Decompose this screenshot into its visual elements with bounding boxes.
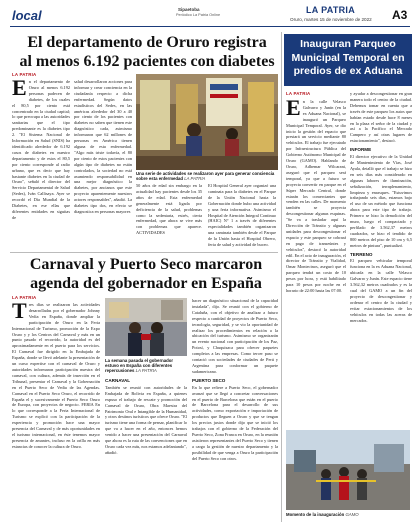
photo-caption bbox=[105, 358, 187, 374]
paragraph: salud desarrollaron acciones para informar y crear conciencia en la ciudadanía respecto a dicha enfermedad. Según datos estadísticos del Sedes, en las américas alrededor del 30 a 40 por ciento de los pacientes con diabetes no saben que tienen este diagnóstico cada, asimismo informaron que 62 millones de personas en América tienen alguna de esta enfermedad. "Algo más triste todavía, el 80 por ciento de estos pacientes con algún tipo de diabetes no están controlados, la sociedad no está asumiendo responsabilidad en una mejor diagnóstico la diabetes, por ancianos que este proyecto aparentemente nuestros actores responsables", añadió. La diabetes tipo dos, en efecto se diagnostica en personas mayores bbox=[74, 79, 132, 214]
photo-credit: LA PATRIA bbox=[135, 368, 157, 374]
byline: LA PATRIA bbox=[12, 295, 37, 300]
section-label: local bbox=[12, 8, 42, 23]
caption-text: Momento de la inauguración bbox=[286, 512, 345, 517]
title-line: Carnaval y Puerto Seco marcaron bbox=[29, 256, 263, 273]
page-number: A3 bbox=[392, 8, 408, 22]
meeting-photo-illustration bbox=[105, 298, 187, 356]
article-divider bbox=[10, 252, 278, 253]
title-box bbox=[284, 34, 412, 86]
article-title bbox=[18, 34, 276, 71]
title-line: Municipal Temporal en bbox=[291, 51, 405, 64]
article-photo bbox=[136, 74, 278, 170]
caption-text: La semana pasada el gobernador estuvo en España con diferentes repercusiones bbox=[105, 358, 174, 374]
text-column bbox=[192, 298, 278, 522]
text-column bbox=[12, 302, 100, 522]
text-column bbox=[286, 99, 346, 427]
drop-cap: E bbox=[286, 99, 301, 120]
article-title bbox=[284, 38, 412, 79]
text-column bbox=[350, 91, 412, 427]
paragraph: El director ejecutivo de la Unidad de Mantenimiento de Vías, José Ayala, detalló que el trabajo se hizo en seis días más considerado en algunas labores de iluminación, señalización, terraplenamiento, limpieza y enrasques. "Estuvimos trabajando seis días, estamos bajo el uso de un método que funciona ahora para este tipo de trabajo. Primero se hizo la demolición del muro, luego el compactado y perfilado de 3.562,37 metros cuadrados, se hizo el tendido de 800 metros del piso de 10 cm y 6,5 metros de pintura", puntualizó. bbox=[350, 154, 412, 248]
caption-text: Una serie de actividades se realizaron ayer para generar conciencia sobre esta enfermedad bbox=[136, 171, 275, 182]
brand-sub: Periódico La Patria Online bbox=[176, 13, 221, 17]
newspaper-logo: LA PATRIA bbox=[306, 5, 356, 15]
paragraph: También se reunió con autoridades de la Embajada de Bolivia en España, a quienes expuso el trabajo de rescate y promoción del Carnaval de Oruro, Obra Maestra del Patrimonio Oral e Intangible de la Humanidad, y otros destinos turísticos que ofrece Oruro. "El turismo tiene una forma de pensar, planificar lo que va a hacer en el año, entonces hemos venido a hacer una presentación del Carnaval que ahora es la ruta de las convenciones que en Oruro cada vez más, nos estamos adelantando", añadió. bbox=[105, 384, 187, 455]
photo-credit: LA PATRIA bbox=[184, 176, 206, 182]
title-line: El departamento de Oruro registra bbox=[27, 34, 267, 51]
text-column bbox=[105, 378, 187, 522]
article-photo bbox=[286, 430, 410, 510]
paragraph: y ayudar a descongestionar en gran manera todo el centro de la ciudad. Debemos tomar en cuenta que a través de este parqueo los autos que habían estado desde hace 8 meses en la plaza el señor de la ciudad y así a la Pacífico el Mercado Campero y así otras lugares de estacionamiento", destacó. bbox=[350, 91, 412, 144]
paragraph: n la calle Velasco Galvarro y Junín (en la ex Aduana Nacional), se inauguró un Parqueo Municipal Temporal. Ayer, se dio inicio la gestión del espacio que prestará un servicio mediante 80 vehículos. El trabajo fue ejecutado por Infraestructura Pública del Gobierno Autónomo Municipal de Oruro (GAMO). Hablando de Oruro, Adhemar Wilcarani, aseguró que el parqueo será temporal, ya que a futuro se proyecta convertir en parque en el Súper Mercado Central, donde estarán los comerciantes que venden en las calles. De momento también se proyecta descongestionar algunas esquinas. "Se va a trasladar aquí la Dirección de Tránsito y algunas unidades para descongestionar el espacio y este parqueo se cobrará en pago de transeúntes y vehículos", destacó la autoridad edil. En el acto de inauguración, el director de Tránsito y Vialidad, Omar Montecinos, aseguró que el parqueo tendrá un costo de 10 pesos por hora, y está habilitado para 10 pesos por noche en el horario de 22:00 hasta las 07:00. bbox=[286, 99, 346, 293]
brand-top: Sipaetoba bbox=[178, 7, 200, 12]
paragraph: En lo que refiere a Puerto Seco, el gobernador avanzó que se llegó a concretar conversaciones en el puerto de Barcelona que están en el puerto de Barcelona para el desarrollo de sus actividades, como exportación e importación de productos que lleguen a Oruro y que se tengan los precios justos donde dijo que se inició los trabajos con el gobierno de la Federación del Puerto Seco, Zona Franca en Oruro, en la reunión asistieron representantes del Puerto Seco y tienen a cargo la gestión de nuestro departamento y la posibilidad de que venga a Oruro la participación del Puerto Seco con otros. bbox=[192, 384, 278, 461]
subhead: PUERTO SECO bbox=[192, 377, 226, 383]
paragraph: res días se realizaron las actividades desarrolladas por el gobernador Johnny Vedia en España, donde ampliar la participación de Oruro en la Feria Internacional de Turismo, promoción de la Expo Oruro y y los Centros del Carnaval y más en un punto pasado el recorrido, la autoridad es del aproximadamente en el puerto para los servicios. El Carnaval fue dirigido en la Embajada de España, donde se llevó adelante la presentación de un curso expertise con el carnaval de Oruro y autoridades informaron participación nuestra del carnaval, con cultura, además de inserción en el Tribunal, presentar el Carnaval y la Gobernación en el Puerto Seco de Vedia de las Agendas. Carnaval en el Puerto Seco Oruro, el recorrido de España el y sucesivamente el Puerto Seco Oruro de Europa, con proyectos de negocio. FERIA En lo que corresponde a la Feria Internacional de Turismo se explicó con la participación de la experiencia y promoción hace una mayor presencia del Carnaval y de más oportunidades en el turismo internacional, en éste tenemos mayor presencia de amantes, incluso en la orilla en más estancias de conocer la cultura de Oruro. bbox=[12, 302, 100, 449]
drop-cap: T bbox=[12, 302, 27, 323]
title-line: Inauguran Parqueo bbox=[300, 38, 396, 50]
title-line: predios de ex Aduana bbox=[293, 65, 403, 77]
paragraph: hacer un diagnóstico situacional de la capacidad instalada", dijo. Se reunió con el gobierno de Cataluña, con el objetivo de analizar a futuro respecto a cantidad de proyectos de Puerto Seco, tecnología, seguridad, y se vio la oportunidad de realizar los procedimientos en relación a la ubicación del turismo. Asimismo se organizarán un evento nacional con participación de los Paz, Potosí, y Chuquisaca para ofrecer paquetes completos a las empresas. Como tercer paso se contactó con sociedades de ciudades de Perú y Argentina para conformar un paquete sudamericano. bbox=[192, 298, 278, 374]
paragraph: 50 años de edad sin embargo en la actualidad hay pacientes desde los 35 años de edad. Esta enfermedad generalmente está ligada por deficiencia de la salud, problemas como la sedentaria, estrés, cierta enfermedad, que ahora se vive más con problemas que aparece. ACTIVIDADES bbox=[136, 183, 202, 236]
article-parqueo bbox=[284, 32, 412, 522]
drop-cap: E bbox=[12, 79, 27, 100]
article-carnaval bbox=[10, 254, 278, 524]
paragraph: El parqueo vehicular temporal funciona en la ex Aduana Nacional, ubicada en la calle Velasco Galvarro y Junín. Este espacio tiene 3.562,32 metros cuadrados y es la cual del GAMO a un fin del proyecto de descongestionar y ordenar el centro de la ciudad y evitar estacionamientos de los vehículos en todas las aceras de mercados. bbox=[350, 258, 412, 323]
article-diabetes bbox=[10, 30, 278, 252]
title-line: agenda del gobernador en España bbox=[30, 274, 262, 292]
article-photo bbox=[105, 298, 187, 356]
paragraph: n el departamento de Oruro al menos 6.192 personas padecen de diabetes, de los cuales el 80,5 por ciento está concentrado en la ciudad capital; lo que preocupa a las autoridades sanitarias que el tipo predominante es la diabetes tipo 2. "El Sistema Nacional de Información en Salud (SNIS) ha identificado alrededor de 6.192 casos de diabetes en nuestro departamento y de estos el 80,5 por ciento corresponde al radio urbano, que es decir que hay bastante diabetes en la ciudad de Oruro", señaló el director del Servicio Departamental de Salud (Sedes), Iván Callisaya. Ayer se recordó el Día Mundial de la Diabetes, en ese ellas que diferentes entidades en siguitas de bbox=[12, 79, 70, 220]
event-photo-illustration bbox=[136, 74, 278, 170]
photo-caption bbox=[136, 171, 278, 181]
subhead: CARNAVAL bbox=[105, 378, 131, 383]
column-divider bbox=[281, 32, 282, 522]
header-rule bbox=[10, 26, 410, 27]
text-column bbox=[74, 79, 132, 251]
text-column bbox=[208, 183, 276, 251]
photo-credit: GAMO bbox=[345, 512, 359, 517]
subhead: TERRENO bbox=[350, 251, 373, 257]
subhead: INFORME bbox=[350, 147, 372, 153]
title-line: al menos 6.192 pacientes con diabetes bbox=[19, 52, 275, 70]
issue-date: Oruro, martes 15 de noviembre de 2022 bbox=[290, 17, 372, 22]
text-column bbox=[136, 183, 202, 251]
paragraph: El Hospital General ayer organizó una caminata para la diabetes en el Parque de la Unión Nacional hasta la Gobernación donde hubo una actividad y una feria informativa. Asimismo el Hospital de Atención Integral Continuo (HAIC) N° 1 a través de diferentes especialidades también organizaron una caminata también desde el Parque de la Unión hasta el Hospital Obrero, feria de salud y actividad de buceo. bbox=[208, 183, 276, 248]
inauguration-photo-illustration bbox=[286, 430, 410, 510]
article-title bbox=[14, 256, 278, 293]
byline: LA PATRIA bbox=[12, 72, 37, 77]
byline: LA PATRIA bbox=[286, 91, 311, 96]
text-column bbox=[12, 79, 70, 251]
page-header bbox=[0, 0, 420, 30]
photo-caption bbox=[286, 512, 410, 517]
